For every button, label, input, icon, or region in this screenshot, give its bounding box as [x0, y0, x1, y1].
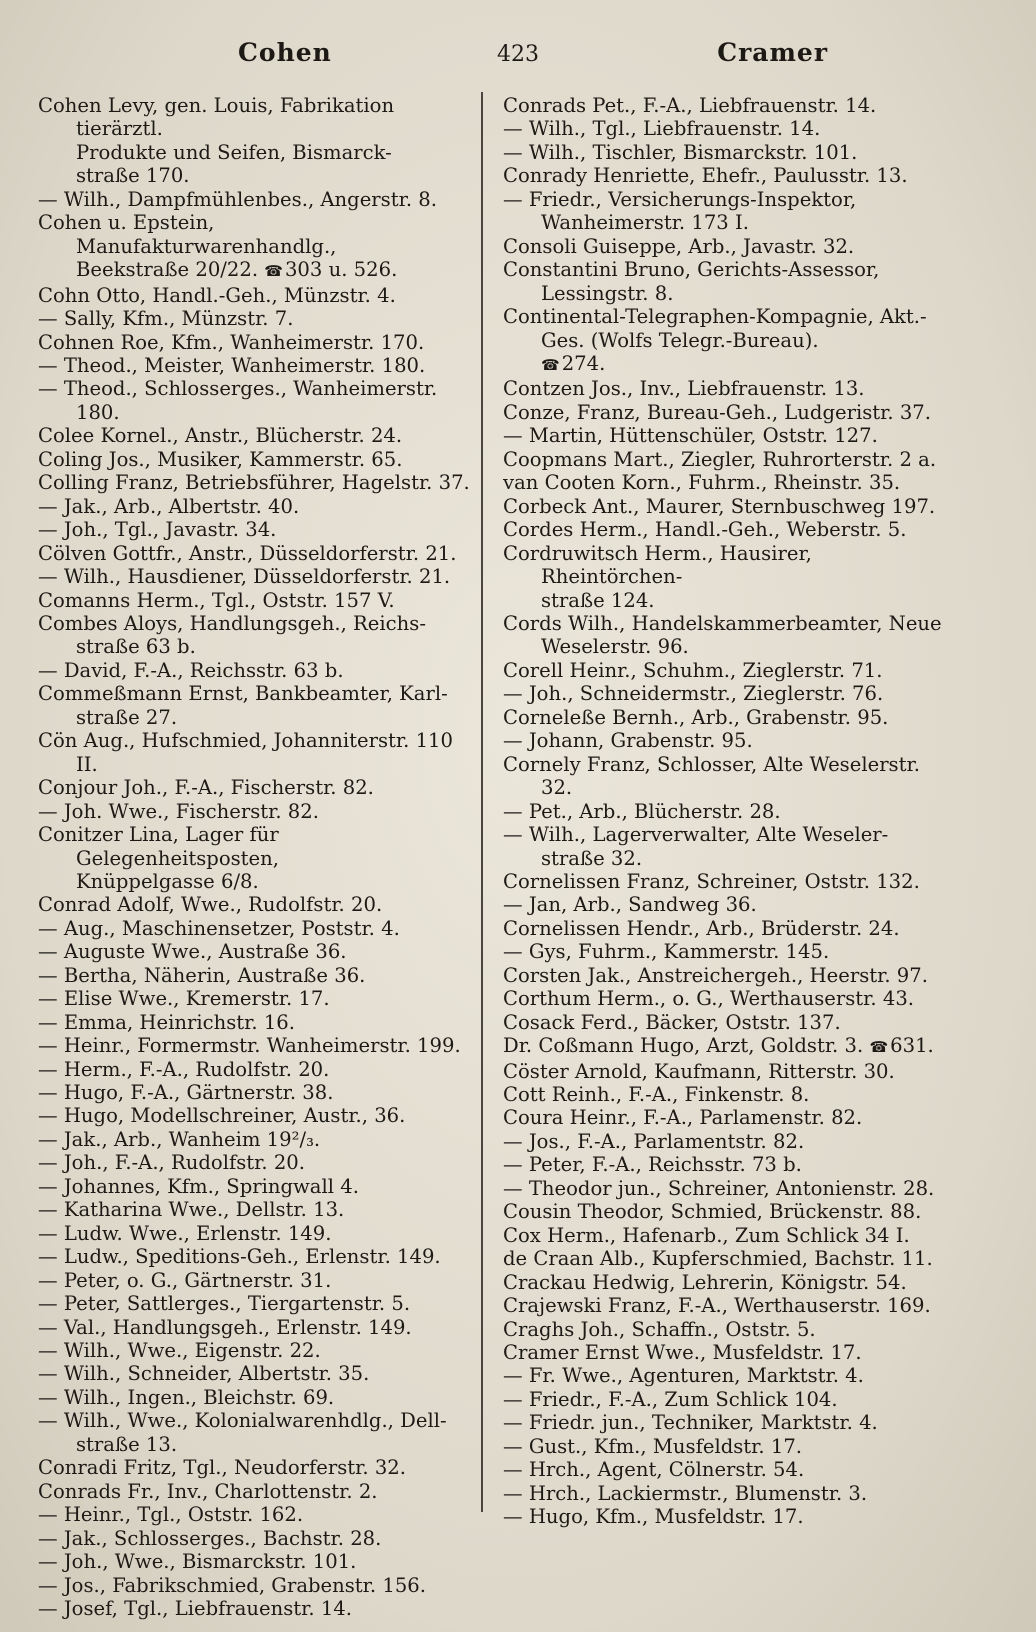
- entry-line: Contzen Jos., Inv., Liebfrauenstr. 13.: [503, 377, 865, 401]
- entry-line: Wanheimerstr. 173 I.: [541, 211, 749, 235]
- directory-entry: [38, 1011, 478, 1034]
- directory-entry: [38, 893, 478, 916]
- entry-line: Conrads Pet., F.-A., Liebfrauenstr. 14.: [503, 94, 877, 117]
- directory-entry: [38, 1245, 478, 1268]
- entry-line: Coopmans Mart., Ziegler, Ruhrorterstr. 2 a.: [503, 447, 937, 471]
- entry-line: straße 170.: [76, 164, 190, 188]
- entry-line: — Pet., Arb., Blücherstr. 28.: [503, 799, 781, 823]
- directory-entry: [38, 1386, 478, 1409]
- directory-entry: [503, 188, 943, 235]
- directory-entry: [503, 1341, 943, 1364]
- directory-entry: [38, 1527, 478, 1550]
- directory-entry: [503, 917, 943, 940]
- entry-line: Cords Wilh., Handelskammerbeamter, Neue: [503, 611, 942, 635]
- directory-entry: [38, 800, 478, 823]
- entry-line: Craghs Joh., Schaffn., Oststr. 5.: [503, 1317, 816, 1341]
- directory-entry: [38, 1339, 478, 1362]
- entry-line: Conitzer Lina, Lager für Gelegenheitsposten,: [38, 823, 279, 870]
- directory-entry: [38, 589, 478, 612]
- page-header: [40, 38, 996, 78]
- directory-entry: [503, 1505, 943, 1528]
- directory-entry: [38, 776, 478, 799]
- directory-entry: [503, 823, 943, 870]
- entry-line: — Gust., Kfm., Musfeldstr. 17.: [503, 1434, 803, 1458]
- entry-line: Corneleße Bernh., Arb., Grabenstr. 95.: [503, 705, 889, 729]
- directory-entry: [38, 940, 478, 963]
- directory-entry: [38, 284, 478, 307]
- directory-entry: [38, 612, 478, 659]
- directory-entry: [503, 1130, 943, 1153]
- entry-line: — Friedr., Versicherungs-Inspektor,: [503, 187, 857, 211]
- directory-entry: [503, 1200, 943, 1223]
- entry-line: — Joh. Wwe., Fischerstr. 82.: [38, 799, 319, 823]
- entry-line: — Theod., Meister, Wanheimerstr. 180.: [38, 353, 426, 377]
- directory-entry: [38, 659, 478, 682]
- directory-entry: [503, 1435, 943, 1458]
- entry-line: — Wilh., Tgl., Liebfrauenstr. 14.: [503, 117, 821, 141]
- telephone-number: 274.: [561, 351, 606, 375]
- entry-line: Conjour Joh., F.-A., Fischerstr. 82.: [38, 776, 374, 800]
- entry-line: — Sally, Kfm., Münzstr. 7.: [38, 307, 294, 331]
- telephone-icon: ☎: [264, 262, 282, 281]
- entry-line: — Wilh., Lagerverwalter, Alte Weseler-: [503, 823, 889, 847]
- directory-entry: [503, 1106, 943, 1129]
- entry-line: — Ludw. Wwe., Erlenstr. 149.: [38, 1221, 332, 1245]
- entry-line: Cölven Gottfr., Anstr., Düsseldorferstr. 21.: [38, 541, 457, 565]
- directory-entry: [38, 518, 478, 541]
- directory-entry: [38, 1151, 478, 1174]
- directory-entry: [503, 164, 943, 187]
- directory-entry: [38, 565, 478, 588]
- directory-entry: [503, 940, 943, 963]
- telephone-icon: ☎: [541, 355, 559, 374]
- entry-line: Cousin Theodor, Schmied, Brückenstr. 88.: [503, 1200, 922, 1224]
- entry-line: Produkte und Seifen, Bismarck-: [76, 140, 392, 164]
- entry-line: Cramer Ernst Wwe., Musfeldstr. 17.: [503, 1341, 862, 1365]
- entry-line: — Val., Handlungsgeh., Erlenstr. 149.: [38, 1315, 412, 1339]
- entry-line: Conrads Fr., Inv., Charlottenstr. 2.: [38, 1479, 378, 1503]
- directory-entry: [503, 448, 943, 471]
- entry-line: Conrady Henriette, Ehefr., Paulusstr. 13.: [503, 164, 908, 188]
- entry-line: — Peter, Sattlerges., Tiergartenstr. 5.: [38, 1292, 411, 1316]
- entry-line: — Theod., Schlosserges., Wanheimerstr. 180.: [38, 377, 438, 424]
- entry-line: — Hrch., Lackiermstr., Blumenstr. 3.: [503, 1481, 868, 1505]
- entry-line: — Johannes, Kfm., Springwall 4.: [38, 1174, 359, 1198]
- directory-entry: [503, 612, 943, 659]
- entry-line: Cornelissen Franz, Schreiner, Oststr. 132.: [503, 869, 920, 893]
- entry-line: Coling Jos., Musiker, Kammerstr. 65.: [38, 447, 403, 471]
- directory-entry: [503, 1153, 943, 1176]
- entry-line: — Peter, F.-A., Reichsstr. 73 b.: [503, 1153, 802, 1177]
- directory-entry: [503, 1177, 943, 1200]
- directory-entry: [38, 1034, 478, 1057]
- entry-line: — Jos., F.-A., Parlamentstr. 82.: [503, 1129, 805, 1153]
- entry-line: — Wilh., Hausdiener, Düsseldorferstr. 21.: [38, 565, 451, 589]
- entry-line: — Katharina Wwe., Dellstr. 13.: [38, 1198, 345, 1222]
- entry-line: Cordruwitsch Herm., Hausirer, Rheintörchen-: [503, 541, 812, 589]
- entry-line: Cohnen Roe, Kfm., Wanheimerstr. 170.: [38, 330, 425, 354]
- directory-entry: [38, 1222, 478, 1245]
- entry-line: — Joh., Tgl., Javastr. 34.: [38, 518, 277, 542]
- telephone-number: 631.: [890, 1034, 934, 1058]
- entry-line: Crajewski Franz, F.-A., Werthauserstr. 169.: [503, 1294, 931, 1318]
- directory-entry: [38, 1104, 478, 1127]
- entry-line: — Aug., Maschinensetzer, Poststr. 4.: [38, 916, 400, 940]
- entry-line: — Hugo, Modellschreiner, Austr., 36.: [38, 1104, 406, 1128]
- directory-entry: [38, 1480, 478, 1503]
- entry-line: — Wilh., Dampfmühlenbes., Angerstr. 8.: [38, 187, 437, 211]
- telephone-icon: ☎: [869, 1038, 888, 1057]
- directory-entry: [38, 495, 478, 518]
- directory-entry: [38, 1409, 478, 1456]
- entry-line: Cön Aug., Hufschmied, Johanniterstr. 110 II.: [38, 729, 453, 776]
- directory-entry: [503, 1411, 943, 1434]
- entry-line: — Wilh., Wwe., Eigenstr. 22.: [38, 1339, 321, 1363]
- directory-entry: [503, 1247, 943, 1270]
- entry-line: Weselerstr. 96.: [541, 635, 689, 659]
- directory-entry: [38, 211, 478, 283]
- entry-line: — Friedr., F.-A., Zum Schlick 104.: [503, 1387, 838, 1411]
- entry-line: — Heinr., Tgl., Oststr. 162.: [38, 1503, 304, 1527]
- entry-line: Colling Franz, Betriebsführer, Hagelstr. 37.: [38, 471, 470, 495]
- directory-entry: [503, 1388, 943, 1411]
- entry-line: Cöster Arnold, Kaufmann, Ritterstr. 30.: [503, 1059, 895, 1083]
- directory-entry: [503, 1318, 943, 1341]
- entry-line: — Gys, Fuhrm., Kammerstr. 145.: [503, 940, 830, 964]
- entry-line: Ges. (Wolfs Telegr.-Bureau).: [541, 328, 819, 352]
- entry-line: straße 13.: [76, 1432, 178, 1456]
- directory-entry: [503, 471, 943, 494]
- directory-entry: [503, 1060, 943, 1083]
- entry-line: Corthum Herm., o. G., Werthauserstr. 43.: [503, 987, 915, 1011]
- left-column: [38, 94, 478, 1620]
- entry-line: — Wilh., Ingen., Bleichstr. 69.: [38, 1385, 335, 1409]
- entry-line: Cohn Otto, Handl.-Geh., Münzstr. 4.: [38, 283, 396, 307]
- directory-entry: [503, 1083, 943, 1106]
- entry-line: — Friedr. jun., Techniker, Marktstr. 4.: [503, 1411, 878, 1435]
- directory-entry: [503, 682, 943, 705]
- directory-entry: [38, 1574, 478, 1597]
- entry-line: — David, F.-A., Reichsstr. 63 b.: [38, 658, 344, 682]
- directory-entry: [38, 354, 478, 377]
- directory-entry: [503, 1224, 943, 1247]
- directory-entry: [38, 1362, 478, 1385]
- entry-line: Cornely Franz, Schlosser, Alte Weselerstr. 32.: [503, 752, 920, 800]
- directory-entry: [503, 377, 943, 400]
- directory-entry: [38, 1597, 478, 1620]
- entry-line: — Peter, o. G., Gärtnerstr. 31.: [38, 1268, 332, 1292]
- directory-entry: [38, 1550, 478, 1573]
- header-left-word: Cohen: [238, 38, 332, 67]
- directory-entry: [503, 424, 943, 447]
- directory-entry: [38, 1316, 478, 1339]
- entry-line: — Joh., F.-A., Rudolfstr. 20.: [38, 1151, 305, 1175]
- entry-line: van Cooten Korn., Fuhrm., Rheinstr. 35.: [503, 471, 901, 495]
- entry-line: Cohen Levy, gen. Louis, Fabrikation tierärztl.: [38, 94, 395, 141]
- directory-entry: [38, 377, 478, 424]
- directory-entry: [38, 729, 478, 776]
- directory-entry: [38, 1058, 478, 1081]
- directory-entry: [38, 1292, 478, 1315]
- entry-line: Continental-Telegraphen-Kompagnie, Akt.-: [503, 305, 927, 329]
- entry-line: straße 32.: [541, 846, 643, 870]
- entry-line: Cohen u. Epstein, Manufakturwarenhandlg.,: [38, 211, 337, 258]
- directory-entry: [38, 1503, 478, 1526]
- entry-line: — Herm., F.-A., Rudolfstr. 20.: [38, 1057, 330, 1081]
- directory-entry: [503, 893, 943, 916]
- directory-entry: [503, 753, 943, 800]
- directory-entry: [38, 1175, 478, 1198]
- directory-entry: [503, 235, 943, 258]
- entry-line: — Jak., Arb., Albertstr. 40.: [38, 494, 300, 518]
- entry-line: Commeßmann Ernst, Bankbeamter, Karl-: [38, 682, 448, 706]
- entry-line: — Auguste Wwe., Austraße 36.: [38, 940, 347, 964]
- directory-entry: [38, 682, 478, 729]
- entry-line: — Bertha, Näherin, Austraße 36.: [38, 963, 366, 987]
- entry-line: Lessingstr. 8.: [541, 281, 674, 305]
- directory-entry: [503, 305, 943, 377]
- entry-line: — Jos., Fabrikschmied, Grabenstr. 156.: [38, 1573, 426, 1597]
- entry-line: Conradi Fritz, Tgl., Neudorferstr. 32.: [38, 1456, 406, 1480]
- directory-entry: [503, 964, 943, 987]
- page-number: 423: [497, 42, 539, 67]
- directory-entry: [503, 1034, 943, 1059]
- directory-entry: [38, 1128, 478, 1151]
- entry-line: — Fr. Wwe., Agenturen, Marktstr. 4.: [503, 1364, 864, 1388]
- entry-line: Cox Herm., Hafenarb., Zum Schlick 34 I.: [503, 1223, 910, 1247]
- entry-line: Comanns Herm., Tgl., Oststr. 157 V.: [38, 588, 395, 612]
- directory-entry: [38, 424, 478, 447]
- directory-entry: [38, 307, 478, 330]
- directory-entry: [503, 1294, 943, 1317]
- directory-entry: [38, 964, 478, 987]
- entry-line: Beekstraße 20/22.: [76, 258, 259, 282]
- directory-entry: [38, 471, 478, 494]
- column-divider: [481, 92, 483, 1512]
- directory-entry: [503, 518, 943, 541]
- directory-entry: [503, 1011, 943, 1034]
- entry-line: Cordes Herm., Handl.-Geh., Weberstr. 5.: [503, 518, 907, 542]
- entry-line: Cott Reinh., F.-A., Finkenstr. 8.: [503, 1083, 810, 1107]
- entry-line: — Joh., Schneidermstr., Zieglerstr. 76.: [503, 682, 884, 706]
- directory-entry: [38, 987, 478, 1010]
- entry-line: Constantini Bruno, Gerichts-Assessor,: [503, 258, 880, 282]
- directory-entry: [503, 401, 943, 424]
- directory-entry: [503, 94, 943, 117]
- directory-entry: [38, 1081, 478, 1104]
- entry-line: Combes Aloys, Handlungsgeh., Reichs-: [38, 611, 426, 635]
- directory-entry: [503, 542, 943, 612]
- entry-line: — Elise Wwe., Kremerstr. 17.: [38, 987, 330, 1011]
- directory-entry: [38, 448, 478, 471]
- directory-entry: [38, 823, 478, 893]
- entry-line: — Joh., Wwe., Bismarckstr. 101.: [38, 1550, 357, 1574]
- directory-entry: [38, 94, 478, 188]
- entry-line: Dr. Coßmann Hugo, Arzt, Goldstr. 3.: [503, 1034, 864, 1058]
- directory-entry: [38, 1456, 478, 1479]
- entry-line: — Jak., Schlosserges., Bachstr. 28.: [38, 1526, 382, 1550]
- entry-line: Conze, Franz, Bureau-Geh., Ludgeristr. 37.: [503, 400, 931, 424]
- directory-entry: [38, 1269, 478, 1292]
- directory-entry: [38, 542, 478, 565]
- directory-entry: [38, 917, 478, 940]
- entry-line: Cosack Ferd., Bäcker, Oststr. 137.: [503, 1010, 841, 1034]
- entry-line: Crackau Hedwig, Lehrerin, Königstr. 54.: [503, 1270, 907, 1294]
- entry-line: Corsten Jak., Anstreichergeh., Heerstr. 97.: [503, 963, 928, 987]
- entry-line: — Wilh., Schneider, Albertstr. 35.: [38, 1362, 370, 1386]
- directory-entry: [503, 987, 943, 1010]
- entry-line: — Heinr., Formermstr. Wanheimerstr. 199.: [38, 1034, 461, 1058]
- directory-entry: [503, 258, 943, 305]
- entry-line: — Jan, Arb., Sandweg 36.: [503, 893, 757, 917]
- directory-entry: [503, 659, 943, 682]
- entry-line: — Johann, Grabenstr. 95.: [503, 729, 753, 753]
- entry-line: — Hugo, F.-A., Gärtnerstr. 38.: [38, 1081, 334, 1105]
- directory-entry: [503, 1458, 943, 1481]
- entry-line: — Wilh., Wwe., Kolonialwarenhdlg., Dell-: [38, 1409, 447, 1433]
- entry-line: — Hugo, Kfm., Musfeldstr. 17.: [503, 1505, 804, 1529]
- entry-line: Corbeck Ant., Maurer, Sternbuschweg 197.: [503, 494, 936, 518]
- directory-entry: [503, 706, 943, 729]
- directory-entry: [503, 1271, 943, 1294]
- directory-entry: [38, 1198, 478, 1221]
- entry-line: straße 124.: [541, 588, 655, 612]
- directory-entry: [503, 495, 943, 518]
- entry-line: Cornelissen Hendr., Arb., Brüderstr. 24.: [503, 916, 900, 940]
- directory-entry: [503, 141, 943, 164]
- directory-entry: [38, 331, 478, 354]
- entry-line: Knüppelgasse 6/8.: [76, 869, 259, 893]
- entry-line: — Jak., Arb., Wanheim 19²/₃.: [38, 1127, 321, 1151]
- entry-line: de Craan Alb., Kupferschmied, Bachstr. 11.: [503, 1247, 933, 1271]
- entry-line: — Theodor jun., Schreiner, Antonienstr. 28.: [503, 1176, 935, 1200]
- right-column: [503, 94, 943, 1529]
- directory-entry: [503, 1482, 943, 1505]
- header-right-word: Cramer: [717, 38, 828, 67]
- entry-line: straße 27.: [76, 705, 178, 729]
- entry-line: Corell Heinr., Schuhm., Zieglerstr. 71.: [503, 658, 883, 682]
- directory-entry: [503, 1364, 943, 1387]
- directory-entry: [503, 117, 943, 140]
- entry-line: Coura Heinr., F.-A., Parlamenstr. 82.: [503, 1106, 863, 1130]
- entry-line: Conrad Adolf, Wwe., Rudolfstr. 20.: [38, 893, 383, 917]
- directory-entry: [38, 188, 478, 211]
- entry-line: Consoli Guiseppe, Arb., Javastr. 32.: [503, 234, 855, 258]
- telephone-number: 303 u. 526.: [284, 258, 398, 282]
- entry-line: Colee Kornel., Anstr., Blücherstr. 24.: [38, 424, 403, 448]
- directory-entry: [503, 800, 943, 823]
- entry-line: — Josef, Tgl., Liebfrauenstr. 14.: [38, 1597, 353, 1620]
- entry-line: — Martin, Hüttenschüler, Oststr. 127.: [503, 424, 878, 448]
- directory-entry: [503, 729, 943, 752]
- entry-line: — Ludw., Speditions-Geh., Erlenstr. 149.: [38, 1245, 441, 1269]
- directory-entry: [503, 870, 943, 893]
- entry-line: — Wilh., Tischler, Bismarckstr. 101.: [503, 140, 858, 164]
- entry-line: — Emma, Heinrichstr. 16.: [38, 1010, 295, 1034]
- entry-line: straße 63 b.: [76, 635, 196, 659]
- entry-line: — Hrch., Agent, Cölnerstr. 54.: [503, 1458, 805, 1482]
